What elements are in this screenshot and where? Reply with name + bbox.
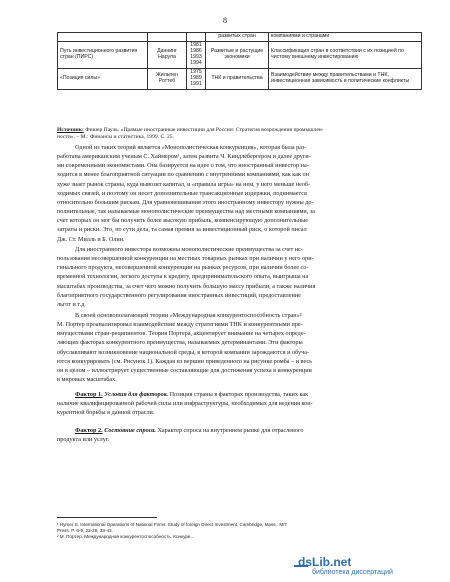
table-cell: Путь инвестиционного развития стран (ПИРС): [58, 41, 148, 68]
footnote: ² М. Портер. Международная конкурентоспособность. Конкуре...: [57, 534, 195, 539]
theories-table: [57, 32, 422, 90]
table-cell: компаниями и странами: [269, 33, 422, 42]
table-cell: Взаимодействие между правительствами и ТНК, инвестиционная зависимость и политические конфликты: [269, 68, 422, 89]
table-row: [58, 68, 422, 89]
table-cell: Развитые и растущие экономики: [206, 41, 269, 68]
table-cell: Даннинг Нарула: [148, 41, 187, 68]
footnote-divider: [57, 517, 157, 518]
factor-2-title: Фактор 2.: [75, 427, 103, 434]
source-label: Источник:: [57, 127, 84, 133]
table-cell: Жильпен Роттеб: [148, 68, 187, 89]
factor-2-paragraph: Фактор 2. Состояние спроса. Характер спроса на внутреннем рынке для отраслевого продукта или услуг.: [57, 427, 304, 444]
table-cell-years: 1975 1989 1991: [187, 68, 206, 89]
watermark-logo: dsLib.net: [298, 555, 352, 569]
factor-1-title: Фактор 1.: [75, 391, 103, 398]
table-cell: Классификация стран в соответствии с их позицией по чистому внешнему инвестированию: [269, 41, 422, 68]
page-number: 8: [223, 16, 227, 25]
table-cell: развитых стран: [206, 33, 269, 42]
paragraph-monopolistic-competition: Одной из таких теорий является «Монополистическая конкуренция», которая была раз- работана американским ученым С. Хаймером¹, затем развита Ч. Киндлебергером и далее други- ми современными экономистами. Она базируется на идее о том, что иностранный инвестор на- ходится в менее благоприятной ситуации по сравнению с внутренними компаниями, как как он хуже знает рынок страны, куда вывозит капитал, и «правила игры» на нем, у него меньше необ- ходимых связей, и поэтому он несет дополнительные трансакционные издержки, поднимается относительно большим рискам. Для уравновешивания этого иностранному инвестору нужны до- полнительные, так называемые монополистические преимущества над местными компаниями, за счет которых он мог бы получить более высокую прибыль, компенсирующую дополнительные затраты и риски. Это, по сути дела, та самая премия за инвестиционный риск, о которой писал Дж. Ст. Милль и Б. Олин.: [57, 144, 316, 243]
table-cell-years: 1981 1986 1993 1994: [187, 41, 206, 68]
factor-1-subtitle: Условия для факторов.: [104, 391, 169, 398]
table-row: [58, 33, 422, 42]
table-cell: «Позиция силы»: [58, 68, 148, 89]
paragraph-monopoly-advantages: Для иностранного инвестора возможны монополистические преимущества за счет ис- пользования несовершенной конкуренции на местных товарных рынках при наличии у него ори- гинального продукта, несовершенной конкуренции на рынках ресурсов, при наличии более со- временной технологии, легкого доступа к кредиту, предпринимательского опыта, выигрыша на масштабах производства, за счет чего можно получить большую массу прибыли, а также наличия благоприятного государственного регулирования иностранных инвестиций, предоставление льгот и т.д.: [57, 246, 316, 308]
table-row: [58, 41, 422, 68]
paragraph-porter-theory: В своей основополагающей теории «Международная конкурентоспособность стран»² М. Портер проанализировал взаимодействие между стратегиями ТНК и конкурентными пре- имуществами стран-реципиентов. Теория Портера, акцентирует внимание на четырех опреде- ляющих факторах конкурентного преимущества, называемых детерминантами. Эти факторы обуславливают возникновение национальной среды, в которой компании зарождаются и обуча- ются конкурировать (см. Рисунок 1). Каждая из вершин приведенного на рисунке ромба – и весь он в целом – иллюстрирует существенные составляющие для достижения успеха в конкуренции в мировых масштабах.: [57, 312, 312, 384]
watermark: [294, 555, 450, 579]
footnote: ¹ Hymer S. International Operations of National Firms. Study of foreign Direct Investment. Cambridge, Mass.: MIT: [57, 522, 288, 527]
factor-1-paragraph: Фактор 1. Условия для факторов. Позиция страны в факторах производства, таких как наличие квалифицированной рабочей силы или инфраструктуры, необходимых для ведения кон- курентной борьбы в данной отрасли.: [57, 391, 313, 417]
footnote: Press. P. 6-9, 22-28, 33-43.: [57, 528, 113, 533]
watermark-subtitle: библиотека диссертаций: [312, 569, 393, 576]
table-source: Источник: Фишер Пауль. «Прямые иностранные инвестиции для России: Стратегия возрождения промышлен- ности». – М.: Финансы и статистика, 1999. С. 25.: [57, 127, 324, 140]
factor-2-subtitle: Состояние спроса.: [104, 427, 156, 434]
footnotes: [57, 522, 422, 540]
table-cell: ТНК и правительства: [206, 68, 269, 89]
